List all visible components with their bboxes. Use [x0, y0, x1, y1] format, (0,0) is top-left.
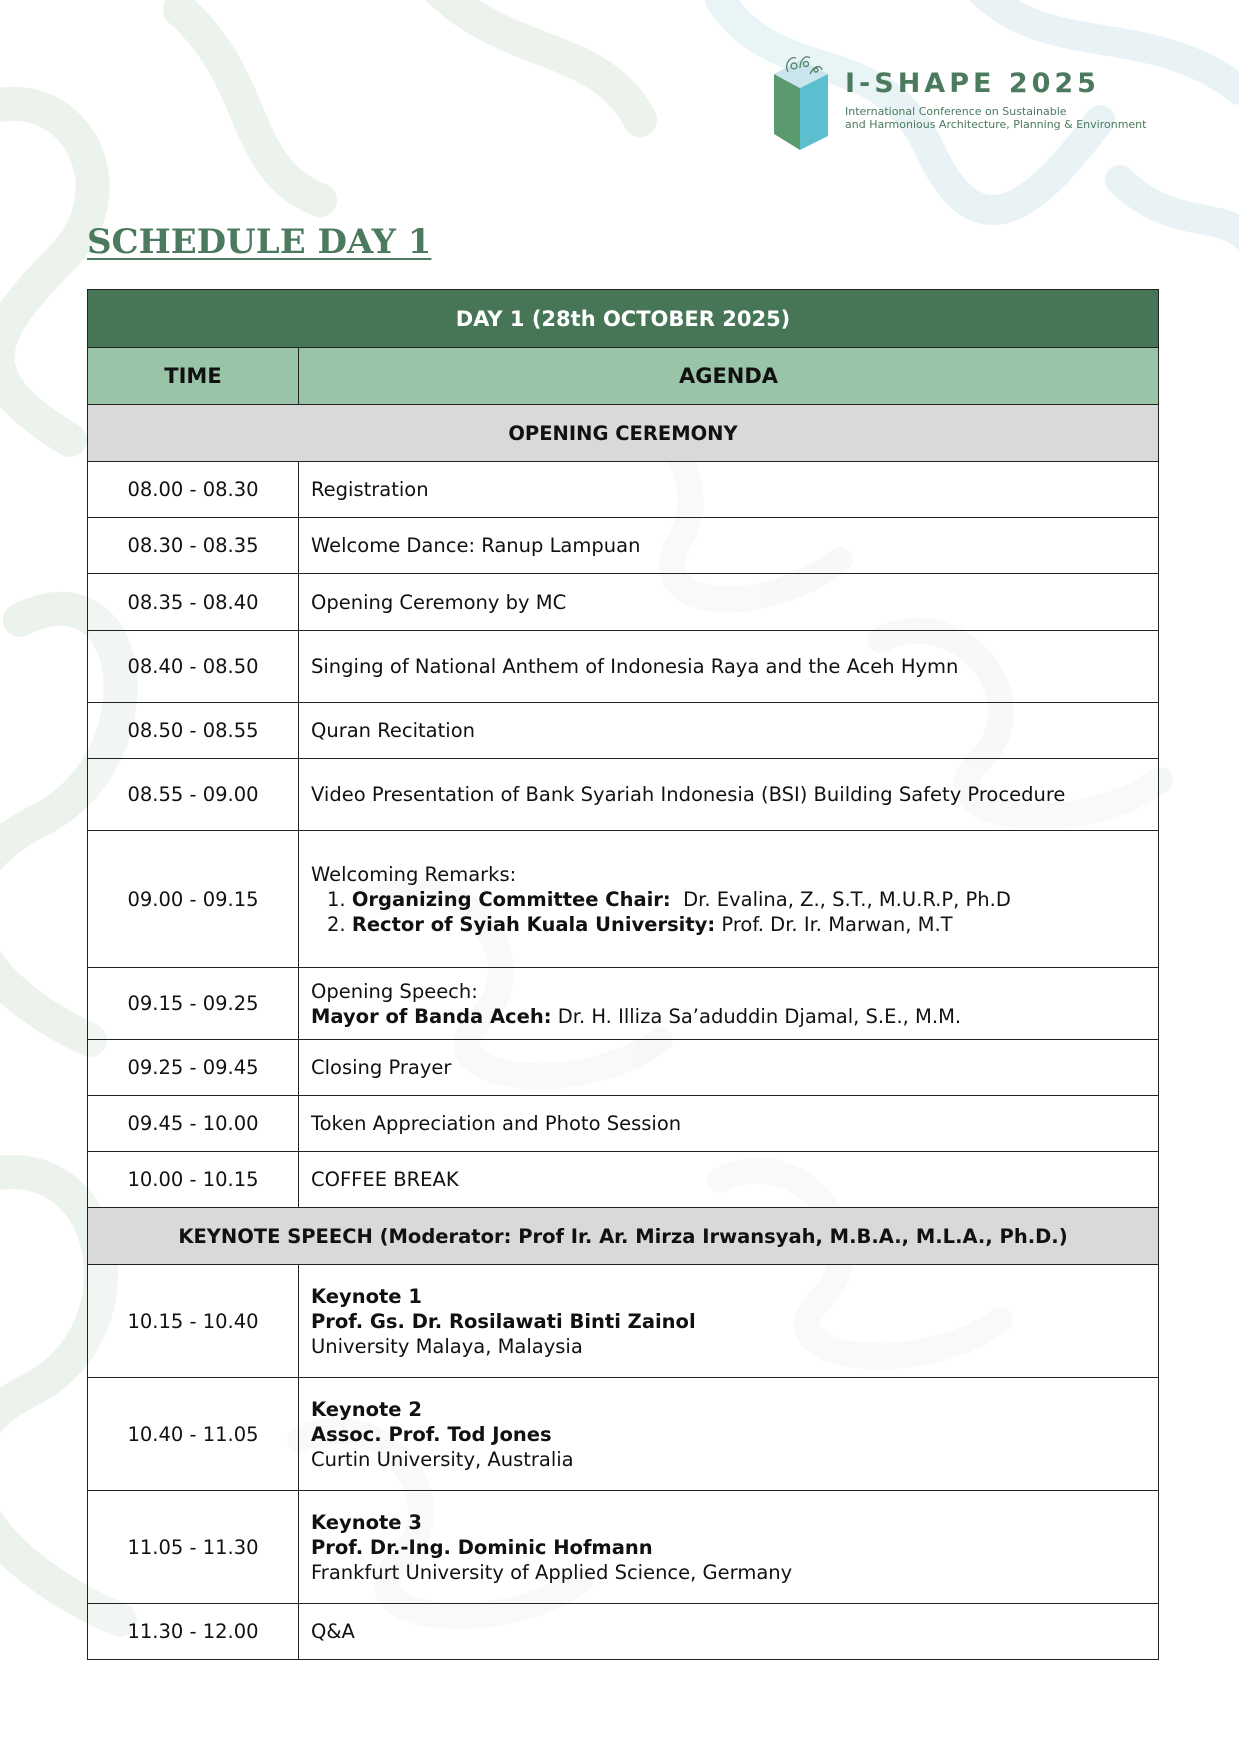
section-title: KEYNOTE SPEECH (Moderator: Prof Ir. Ar. Mirza Irwansyah, M.B.A., M.L.A., Ph.D.)	[88, 1208, 1159, 1265]
row-time: 08.30 - 08.35	[88, 518, 299, 574]
day-title: DAY 1 (28th OCTOBER 2025)	[88, 290, 1159, 348]
row-agenda	[299, 1378, 1159, 1491]
speaker-role: Mayor of Banda Aceh:	[311, 1004, 552, 1028]
table-row	[88, 759, 1159, 831]
table-row	[88, 703, 1159, 759]
table-row	[88, 462, 1159, 518]
time-column-header: TIME	[88, 348, 299, 405]
row-agenda	[299, 1491, 1159, 1604]
table-row	[88, 968, 1159, 1040]
row-agenda	[299, 831, 1159, 968]
row-time: 08.00 - 08.30	[88, 462, 299, 518]
row-agenda: Quran Recitation	[299, 703, 1159, 759]
keynote-affiliation: Curtin University, Australia	[311, 1447, 574, 1471]
table-row	[88, 1040, 1159, 1096]
row-agenda: Video Presentation of Bank Syariah Indonesia (BSI) Building Safety Procedure	[299, 759, 1159, 831]
table-row	[88, 831, 1159, 968]
speech-line	[311, 1004, 1146, 1029]
page-title: SCHEDULE DAY 1	[87, 222, 432, 262]
cube-logo-icon	[770, 48, 832, 154]
keynote-label: Keynote 1	[311, 1284, 422, 1308]
table-row	[88, 1604, 1159, 1660]
row-agenda: Closing Prayer	[299, 1040, 1159, 1096]
row-agenda	[299, 1265, 1159, 1378]
table-row	[88, 1378, 1159, 1491]
row-time: 08.55 - 09.00	[88, 759, 299, 831]
keynote-affiliation: Frankfurt University of Applied Science, Germany	[311, 1560, 793, 1584]
table-row	[88, 631, 1159, 703]
speaker-name: Dr. Evalina, Z., S.T., M.U.R.P, Ph.D	[683, 887, 1011, 911]
row-agenda: Registration	[299, 462, 1159, 518]
keynote-speaker: Prof. Gs. Dr. Rosilawati Binti Zainol	[311, 1309, 696, 1333]
row-agenda: Welcome Dance: Ranup Lampuan	[299, 518, 1159, 574]
logo-subtitle	[845, 105, 1146, 131]
keynote-label: Keynote 2	[311, 1397, 422, 1421]
remarks-intro: Welcoming Remarks:	[311, 862, 517, 886]
logo-title: I-SHAPE 2025	[845, 68, 1100, 99]
row-agenda: Q&A	[299, 1604, 1159, 1660]
speaker-name: Prof. Dr. Ir. Marwan, M.T	[721, 912, 953, 936]
list-item	[327, 912, 1146, 937]
row-time: 08.40 - 08.50	[88, 631, 299, 703]
row-time: 09.15 - 09.25	[88, 968, 299, 1040]
keynote-speaker: Prof. Dr.-Ing. Dominic Hofmann	[311, 1535, 653, 1559]
agenda-column-header: AGENDA	[299, 348, 1159, 405]
row-time: 10.40 - 11.05	[88, 1378, 299, 1491]
speaker-name: Dr. H. Illiza Sa’aduddin Djamal, S.E., M.M.	[557, 1004, 962, 1028]
logo-subtitle-line1: International Conference on Sustainable	[845, 105, 1067, 118]
section-row-keynote	[88, 1208, 1159, 1265]
row-time: 09.45 - 10.00	[88, 1096, 299, 1152]
row-agenda: Singing of National Anthem of Indonesia Raya and the Aceh Hymn	[299, 631, 1159, 703]
table-row	[88, 1096, 1159, 1152]
conference-logo	[770, 48, 1170, 158]
speech-intro: Opening Speech:	[311, 979, 478, 1003]
row-time: 08.35 - 08.40	[88, 574, 299, 631]
list-number: 2.	[327, 912, 346, 936]
table-row	[88, 574, 1159, 631]
section-row-opening	[88, 405, 1159, 462]
table-row	[88, 1491, 1159, 1604]
table-row	[88, 1152, 1159, 1208]
keynote-speaker: Assoc. Prof. Tod Jones	[311, 1422, 552, 1446]
day-header-row	[88, 290, 1159, 348]
row-agenda: Token Appreciation and Photo Session	[299, 1096, 1159, 1152]
keynote-label: Keynote 3	[311, 1510, 422, 1534]
row-time: 08.50 - 08.55	[88, 703, 299, 759]
keynote-affiliation: University Malaya, Malaysia	[311, 1334, 583, 1358]
speaker-role: Rector of Syiah Kuala University:	[351, 912, 716, 936]
logo-subtitle-line2: and Harmonious Architecture, Planning & Environment	[845, 118, 1147, 131]
speaker-role: Organizing Committee Chair:	[351, 887, 671, 911]
row-agenda	[299, 968, 1159, 1040]
row-time: 09.25 - 09.45	[88, 1040, 299, 1096]
row-time: 11.30 - 12.00	[88, 1604, 299, 1660]
row-time: 09.00 - 09.15	[88, 831, 299, 968]
list-item	[327, 887, 1146, 912]
schedule-table	[87, 289, 1159, 1660]
row-time: 10.00 - 10.15	[88, 1152, 299, 1208]
row-agenda: COFFEE BREAK	[299, 1152, 1159, 1208]
table-row	[88, 1265, 1159, 1378]
row-time: 10.15 - 10.40	[88, 1265, 299, 1378]
list-number: 1.	[327, 887, 346, 911]
row-agenda: Opening Ceremony by MC	[299, 574, 1159, 631]
row-time: 11.05 - 11.30	[88, 1491, 299, 1604]
remarks-list	[311, 887, 1146, 937]
table-row	[88, 518, 1159, 574]
section-title: OPENING CEREMONY	[88, 405, 1159, 462]
column-header-row	[88, 348, 1159, 405]
